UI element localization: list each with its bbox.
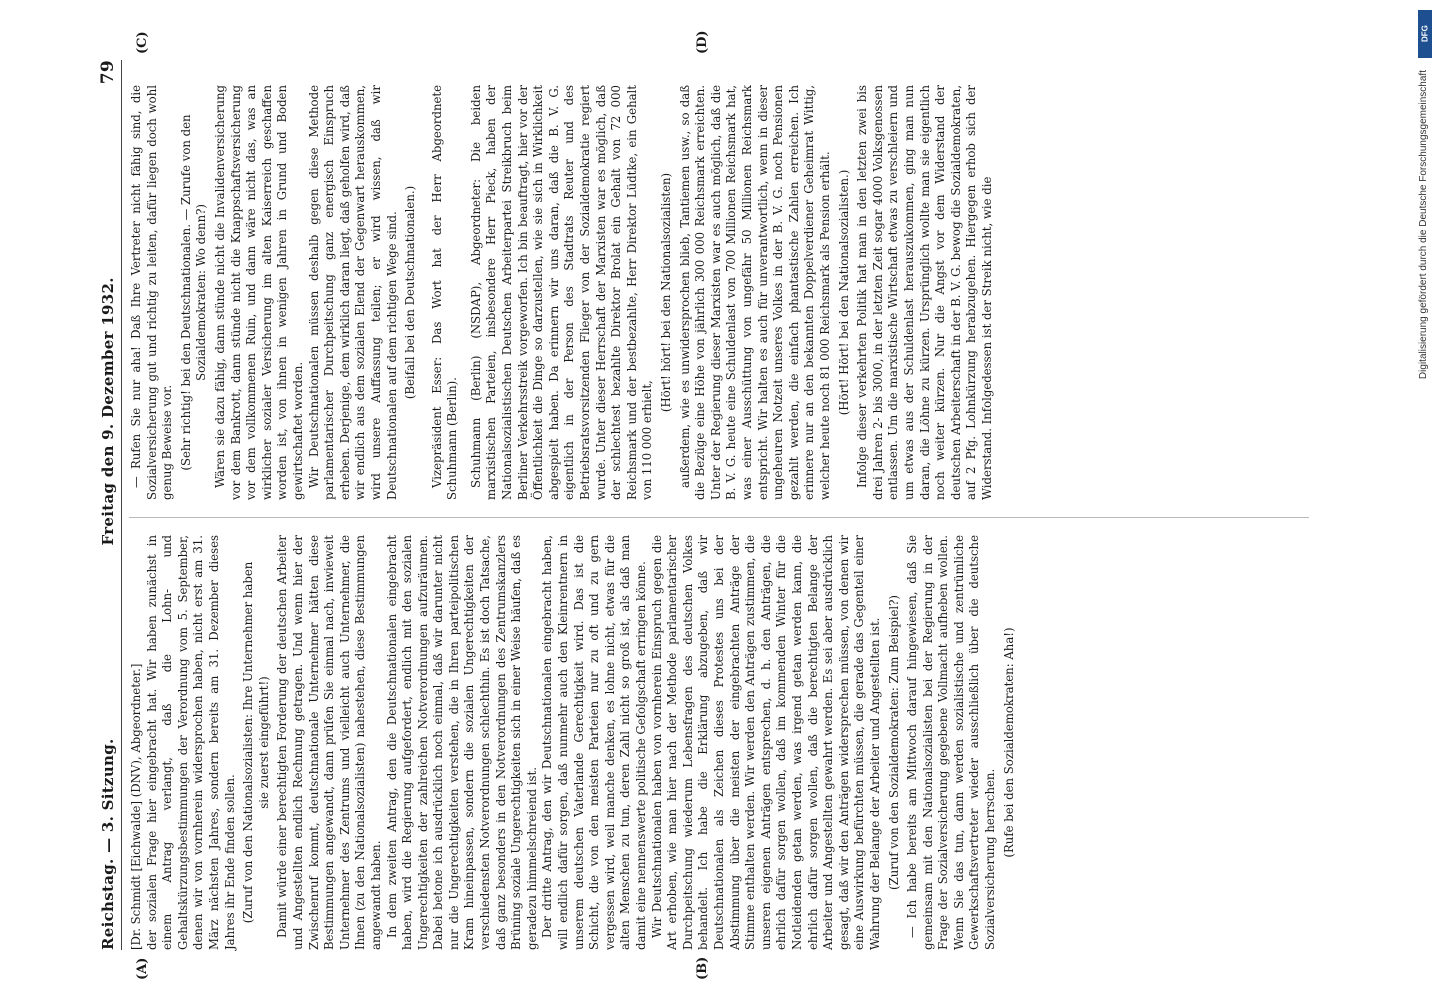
paragraph: außerdem, wie es unwidersprochen blieb, Tantiemen usw., so daß die Bezüge eine Höhe von jährlich 300 000 Reichsmark erreichten. Unter der Regierung dieser Marxisten war es auch möglich, daß die B. V. G. heute eine Schuldenlast von 700 Millionen Reichsmark hat, was einer Ausschüttung von ungefähr 50 Millionen Reichsmark entspricht. Wir halten es auch für unverantwortlich, wenn in dieser ungeheuren Notzeit unseres Volkes in der B. V. G. noch Pensionen gezahlt werden, die einfach phantastische Zahlen erreichen. Ich erinnere nur an den bekannten Doppelverdiener Geheimrat Wittig, welcher heute noch 81 000 Reichsmark als Pension erhält.	[677, 85, 832, 500]
paragraph: Wir Deutschnationalen müssen deshalb gegen diese Methode parlamentarischer Durchpeitschung ganz energisch Einspruch erheben. Derjenige, dem wirklich daran liegt, daß geholfen wird, daß wir endlich aus dem sozialen Elend der Gegenwart herauskommen, wird unsere Auffassung teilen; er wird wissen, daß wir Deutschnationalen auf dem richtigen Wege sind.	[306, 85, 399, 500]
digitization-credit: Digitalisierung gefördert durch die Deutsche Forschungsgemeinschaft	[1418, 70, 1429, 380]
interjection: (Hört! hört! bei den Nationalsozialisten)	[659, 172, 673, 413]
interjection: (Sehr richtig! bei den Deutschnationalen. — Zurufe von den Sozialdemokraten: Wo denn?)	[178, 114, 209, 471]
margin-letter-b: (B)	[695, 956, 710, 980]
paragraph: Wir Deutschnationalen haben von vornherein Einspruch gegen die Art erhoben, wie man hier nach der Methode parlamentarischer Durchpeitschung wiederum Lebensfragen des deutschen Volkes behandelt. Ich habe die Erklärung abzugeben, daß wir Deutschnationalen als Zeichen dieses Protestes uns bei der Abstimmung über die meisten der eingebrachten Anträge der Stimme enthalten werden. Wir werden den Anträgen zustimmen, die unseren eigenen Anträgen entsprechen, d. h. den Anträgen, die ehrlich dafür sorgen wollen, daß im kommenden Winter für die Notleidenden getan werden, was irgend getan werden kann, die ehrlich dafür sorgen wollen, daß die berechtigten Belange der Arbeiter und Angestellten gewahrt werden. Es sei aber ausdrücklich gesagt, daß wir den Anträgen widersprechen müssen, von denen wir eine Auswirkung befürchten müssen, die gerade das Gegenteil einer Wahrung der Belange der Arbeiter und Angestellten ist.	[649, 535, 882, 950]
running-head	[95, 60, 122, 950]
left-column	[129, 535, 1020, 950]
header-title: Reichstag. — 3. Sitzung.	[99, 738, 117, 950]
speaker-announcement: Vizepräsident Esser: Das Wort hat der Herr Abgeordnete Schuhmann (Berlin).	[429, 85, 460, 500]
paragraph: Wären sie dazu fähig, dann stünde nicht die Invalidenversicherung vor dem Bankrott, dann stünde nicht die Knappschaftsversicherung vor dem vollkommenen Ruin, und dann wäre nicht das, was an wirklicher sozialer Versicherung im alten Kaiserreich geschaffen worden ist, von ihnen in wenigen Jahren in Grund und Boden gewirtschaftet worden.	[212, 85, 305, 500]
margin-letter-d: (D)	[695, 30, 710, 54]
interjection: (Rufe bei den Sozialdemokraten: Aha!)	[1001, 627, 1016, 858]
column-divider	[129, 517, 1309, 518]
interjection: (Zuruf von den Nationalsozialisten: Ihre Unternehmer haben sie zuerst eingeführt!)	[241, 561, 271, 924]
paragraph: Infolge dieser verkehrten Politik hat man in den letzten zwei bis drei Jahren 2- bis 3000, in der letzten Zeit sogar 4000 Volksgenossen entlassen. Um die marxistische Wirtschaft etwas zu verschleiern und um etwas aus der Schuldenlast herauszukommen, ging man nun daran, die Löhne zu kürzen. Ursprünglich wollte man sie eigentlich noch weiter kürzen. Nur die Angst vor dem Widerstand der deutschen Arbeiterschaft in der B. V. G. bewog die Sozialdemokraten, auf 2 Pfg. Lohnkürzung herabzugehen. Hiergegen erhob sich der Widerstand. Infolgedessen ist der Streik nicht, wie die	[855, 85, 994, 500]
header-date: Freitag den 9. Dezember 1932.	[99, 277, 117, 546]
rotated-page	[95, 30, 1325, 980]
paragraph: Damit würde einer berechtigten Forderung der deutschen Arbeiter und Angestellten endlich Rechnung getragen. Und wenn hier der Zwischenruf kommt, deutschnationale Unternehmer hätten diese Bestimmungen angewandt, dann prüfen Sie einmal nach, inwieweit Unternehmer des Zentrums und vielleicht auch Unternehmer, die Ihnen (zu den Nationalsozialisten) nahestehen, diese Bestimmungen angewandt haben.	[275, 535, 383, 950]
margin-letter-a: (A)	[135, 957, 150, 980]
paragraph: der sozialen Frage hier eingebracht hat. Wir haben zunächst in einem Antrag verlangt, daß die Lohn- und Gehaltskürzungsbestimmungen der Verordnung vom 5. September, denen wir von vornherein widersprochen haben, nicht erst am 31. März nächsten Jahres, sondern bereits am 31. Dezember dieses Jahres ihr Ende finden sollen.	[144, 535, 237, 950]
paragraph: Der dritte Antrag, den wir Deutschnationalen eingebracht haben, will endlich dafür sorgen, daß nunmehr auch den Kleinrentnern in unserem deutschen Vaterlande Gerechtigkeit wird. Das ist die Schicht, die von den meisten Parteien nur zu oft und zu gern vergessen wird, weil manche denken, es lohne nicht, etwas für die alten Menschen zu tun, deren Zahl nicht so groß ist, als daß man damit eine nennenswerte politische Gefolgschaft erringen könne.	[540, 535, 648, 950]
paragraph: [Dr. Schmidt [Eichwalde] (DNV), Abgeordneter.]	[129, 663, 143, 950]
paragraph: In dem zweiten Antrag, den die Deutschnationalen eingebracht haben, wird die Regierung aufgefordert, endlich mit den sozialen Ungerechtigkeiten der zahlreichen Notverordnungen aufzuräumen. Dabei betone ich ausdrücklich noch einmal, daß wir darunter nicht nur die Ungerechtigkeiten verstehen, die in Ihren parteipolitischen Kram hineinpassen, sondern die sozialen Ungerechtigkeiten der verschiedensten Notverordnungen schlechthin. Es ist doch Tatsache, daß ganz besonders in den Notverordnungen des Zentrumskanzlers Brüning soziale Ungerechtigkeiten sich in einer Weise häufen, daß es geradezu himmelschreiend ist.	[384, 535, 539, 950]
dfg-credit-strip	[1418, 10, 1432, 490]
interjection: (Zuruf von den Sozialdemokraten: Zum Beispiel?)	[886, 595, 901, 890]
interjection: (Beifall bei den Deutschnationalen.)	[403, 185, 418, 400]
paragraph: — Rufen Sie nur aha! Daß Ihre Vertreter nicht fähig sind, die Sozialversicherung gut und richtig zu leiten, dafür liegen doch wohl genug Beweise vor.	[129, 85, 175, 500]
right-column	[129, 85, 995, 500]
interjection: (Hört! Hört! bei den Nationalsozialisten.)	[836, 169, 851, 416]
paragraph: — Ich habe bereits am Mittwoch darauf hingewiesen, daß Sie gemeinsam mit den Nationalsozialisten bei der Regierung in der Frage der Sozialversicherung gegebene Vollmacht aufheben wollen. Wenn Sie das tun, dann werden sozialistische und zentrümliche Gewerkschaftsvertreter wieder ausschließlich über die deutsche Sozialversicherung herrschen.	[905, 535, 998, 950]
dfg-logo: DFG	[1418, 10, 1432, 58]
speech-paragraph: Schuhmann (Berlin) (NSDAP), Abgeordneter: Die beiden marxistischen Parteien, insbesondere Herr Pieck, haben der Nationalsozialistischen Deutschen Arbeiterpartei Streikbruch beim Berliner Verkehrsstreik vorgeworfen. Ich bin beauftragt, hier vor der Öffentlichkeit die Dinge so darzustellen, wie sie sich in Wirklichkeit abgespielt haben. Da erinnern wir uns daran, daß die B. V. G. eigentlich in der Person des Stadtrats Reuter und des Betriebsratsvorsitzenden Flieger von der Sozialdemokratie regiert wurde. Unter dieser Herrschaft der Marxisten war es möglich, daß der schlechtest bezahlte Direktor Brolat ein Gehalt von 72 000 Reichsmark und der bestbezahlte, Herr Direktor Lüdtke, ein Gehalt von 110 000 erhielt,	[468, 85, 655, 500]
margin-letter-c: (C)	[135, 31, 150, 54]
page-number: 79	[98, 60, 118, 85]
